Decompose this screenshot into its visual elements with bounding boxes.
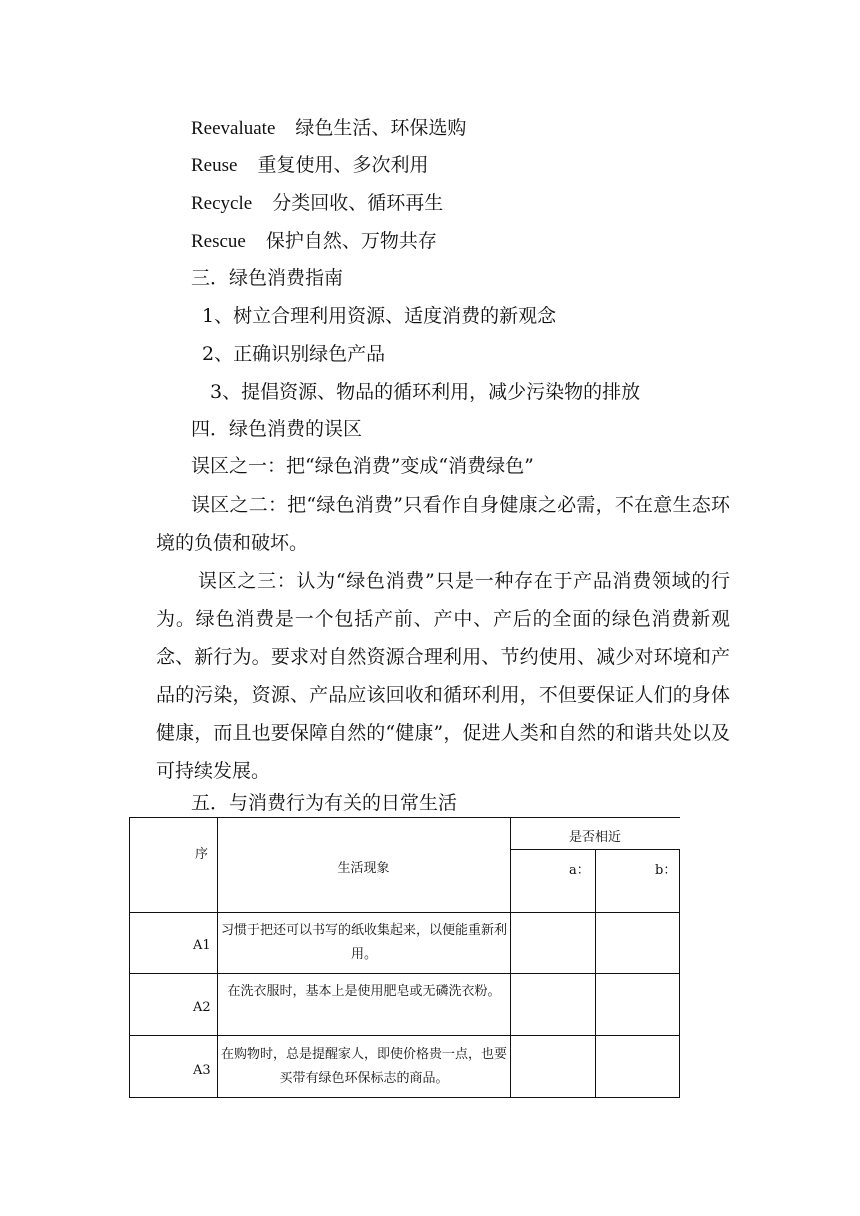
section3-heading: 三．绿色消费指南 <box>191 267 344 289</box>
misconception-2: 误区之二：把“绿色消费”只看作自身健康之必需，不在意生态环境的负债和破坏。 <box>156 494 730 554</box>
misconception-3: 误区之三：认为“绿色消费”只是一种存在于产品消费领域的行为。绿色消费是一个包括产前、产中、产后的全面的绿色消费新观念、新行为。要求对自然资源合理利用、节约使用、减少对环境和产品的污染，资源、产品应该回收和循环利用，不但要保证人们的身体健康，而且也要保障自然的“健康”，促进人类和自然的和谐共处以及可持续发展。 <box>156 570 730 782</box>
r-item-rescue <box>191 228 437 255</box>
row-text: 在洗衣服时，基本上是使用肥皂或无磷洗衣粉。 <box>227 984 501 999</box>
section3-item-3: 3、提倡资源、物品的循环利用，减少污染物的排放 <box>210 381 641 403</box>
header-option-a: a： <box>569 863 590 878</box>
r-text: 重复使用、多次利用 <box>257 154 429 176</box>
r-word: Recycle <box>191 193 253 214</box>
daily-life-table <box>129 817 680 1098</box>
section4-heading: 四．绿色消费的误区 <box>191 418 363 440</box>
r-text: 保护自然、万物共存 <box>265 230 437 252</box>
header-seq: 序 <box>195 847 209 862</box>
section3-item-2: 2、正确识别绿色产品 <box>202 343 386 365</box>
r-item-recycle <box>191 190 443 217</box>
row-text: 在购物时，总是提醒家人，即使价格贵一点，也要买带有绿色环保标志的商品。 <box>220 1047 507 1086</box>
row-id: A3 <box>193 1063 211 1078</box>
r-item-reuse <box>191 152 428 179</box>
r-word: Reevaluate <box>191 118 276 139</box>
r-item-reevaluate <box>191 115 466 142</box>
misconception-1: 误区之一：把“绿色消费”变成“消费绿色” <box>191 455 534 477</box>
header-phenomenon: 生活现象 <box>337 861 390 876</box>
r-word: Rescue <box>191 231 246 252</box>
r-text: 分类回收、循环再生 <box>272 192 444 214</box>
header-similar: 是否相近 <box>568 830 621 845</box>
section3-item-1: 1、树立合理利用资源、适度消费的新观念 <box>202 305 557 327</box>
header-option-b: b： <box>655 863 677 878</box>
row-text: 习惯于把还可以书写的纸收集起来，以便能重新利用。 <box>220 923 507 962</box>
row-id: A2 <box>193 1000 211 1015</box>
r-word: Reuse <box>191 155 238 176</box>
r-text: 绿色生活、环保选购 <box>295 117 467 139</box>
section5-heading: 五．与消费行为有关的日常生活 <box>191 792 458 814</box>
row-id: A1 <box>193 938 211 953</box>
